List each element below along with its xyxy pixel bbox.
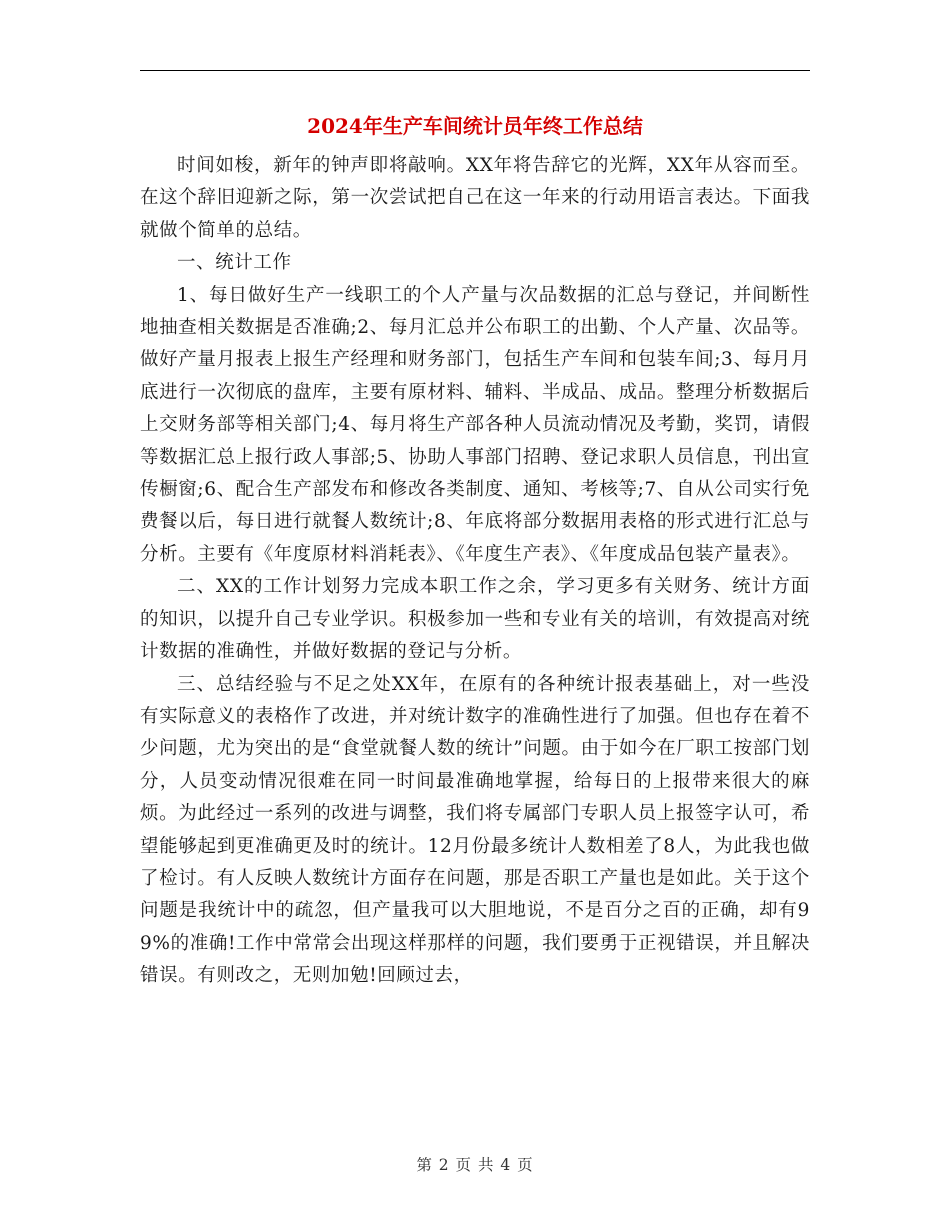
header-rule xyxy=(140,70,810,71)
paragraph-work-plan: 二、XX的工作计划努力完成本职工作之余，学习更多有关财务、统计方面的知识，以提升自己专业学识。积极参加一些和专业有关的培训，有效提高对统计数据的准确性，并做好数据的登记与分析。 xyxy=(140,576,810,663)
paragraph-statistics-work: 1、每日做好生产一线职工的个人产量与次品数据的汇总与登记，并间断性地抽查相关数据是否准确;2、每月汇总并公布职工的出勤、个人产量、次品等。做好产量月报表上报生产经理和财务部门，包括生产车间和包装车间;3、每月月底进行一次彻底的盘库，主要有原材料、辅料、半成品、成品。整理分析数据后上交财务部等相关部门;4、每月将生产部各种人员流动情况及考勤，奖罚，请假等数据汇总上报行政人事部;5、协助人事部门招聘、登记求职人员信息，刊出宣传橱窗;6、配合生产部发布和修改各类制度、通知、考核等;7、自从公司实行免费餐以后，每日进行就餐人数统计;8、年底将部分数据用表格的形式进行汇总与分析。主要有《年度原材料消耗表》、《年度生产表》、《年度成品包装产量表》。 xyxy=(140,284,810,565)
document-body xyxy=(140,150,810,993)
section-heading-statistics: 一、统计工作 xyxy=(177,252,292,274)
document-title: 2024年生产车间统计员年终工作总结 xyxy=(307,114,643,138)
paragraph-intro: 时间如梭，新年的钟声即将敲响。XX年将告辞它的光辉，XX年从容而至。在这个辞旧迎新之际，第一次尝试把自己在这一年来的行动用语言表达。下面我就做个简单的总结。 xyxy=(140,155,810,241)
paragraph-summary: 三、总结经验与不足之处XX年，在原有的各种统计报表基础上，对一些没有实际意义的表格作了改进，并对统计数字的准确性进行了加强。但也存在着不少问题，尤为突出的是“食堂就餐人数的统计”问题。由于如今在厂职工按部门划分，人员变动情况很难在同一时间最准确地掌握，给每日的上报带来很大的麻烦。为此经过一系列的改进与调整，我们将专属部门专职人员上报签字认可，希望能够起到更准确更及时的统计。12月份最多统计人数相差了8人，为此我也做了检讨。有人反映人数统计方面存在问题，那是否职工产量也是如此。关于这个问题是我统计中的疏忽，但产量我可以大胆地说，不是百分之百的正确，却有99%的准确!工作中常常会出现这样那样的问题，我们要勇于正视错误，并且解决错误。有则改之，无则加勉!回顾过去， xyxy=(140,673,810,987)
page-number: 第 2 页 共 4 页 xyxy=(416,1156,534,1174)
